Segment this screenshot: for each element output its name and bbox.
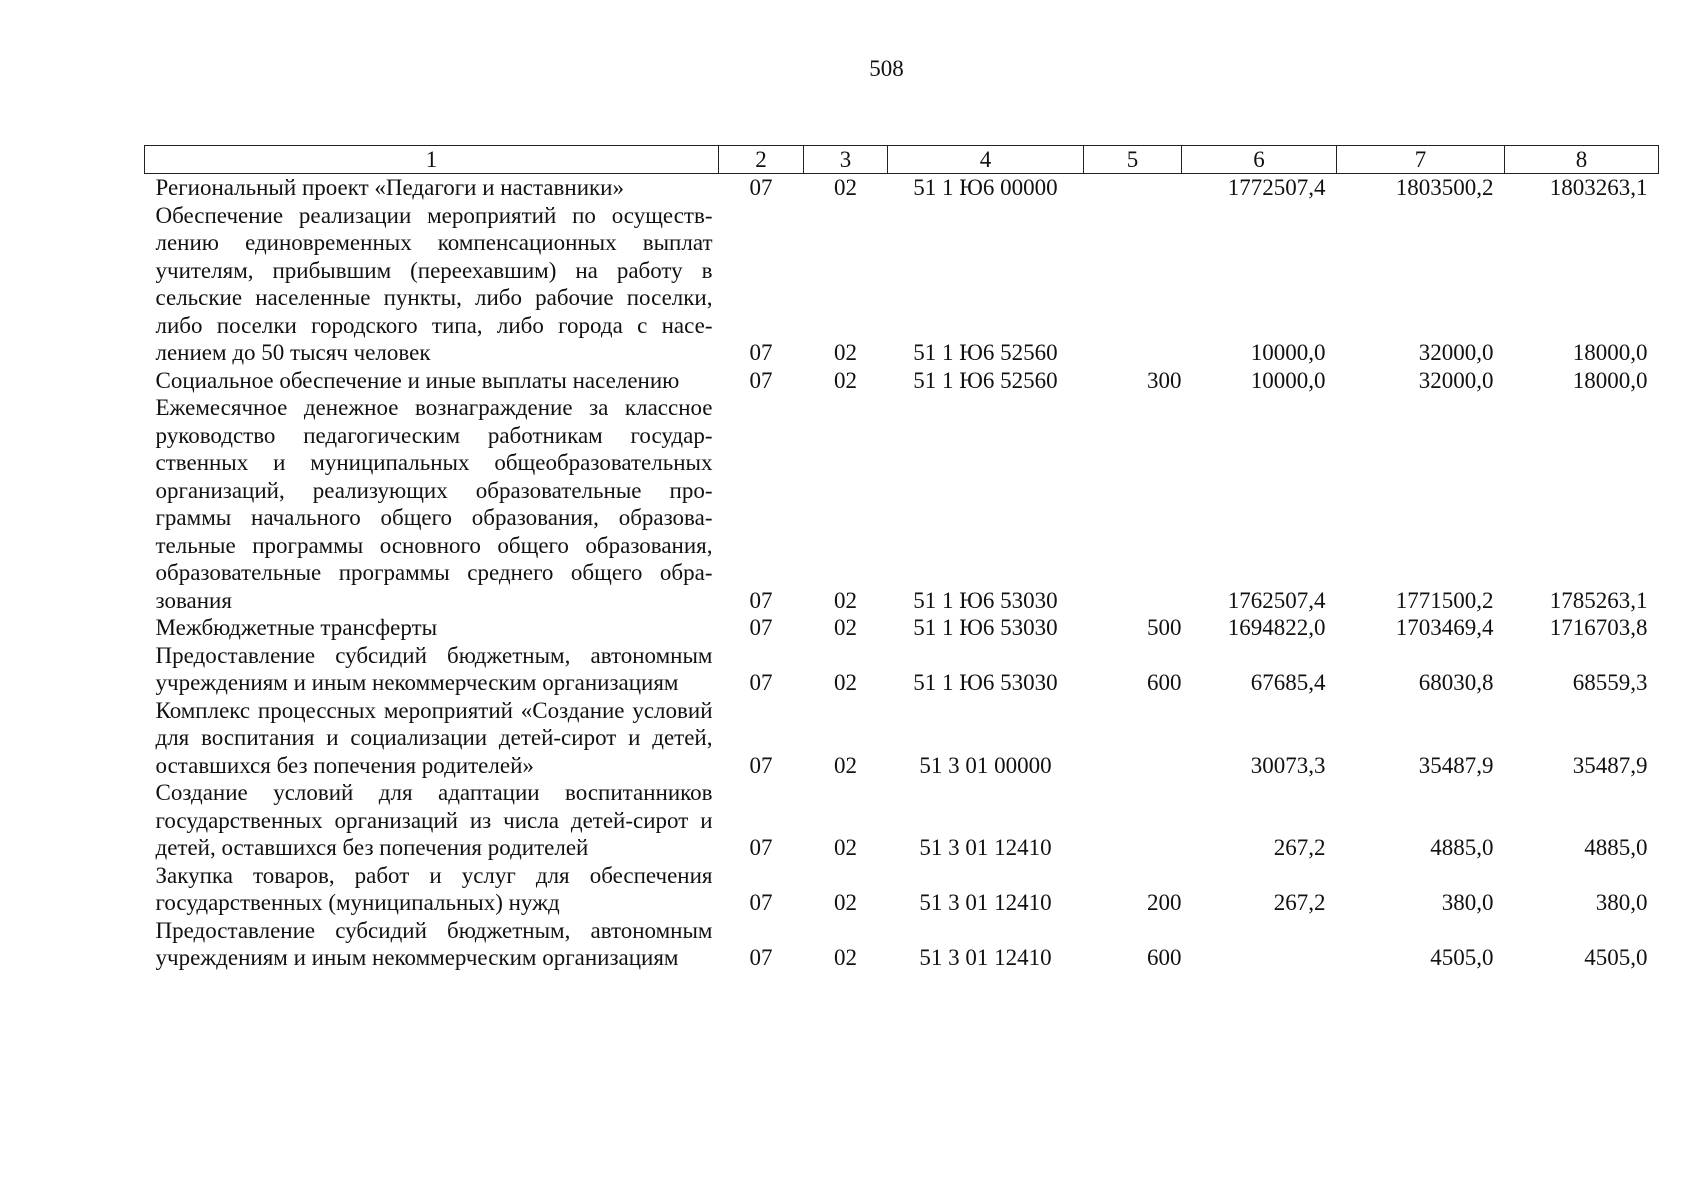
row-value-6: 1772507,4 xyxy=(1227,175,1326,200)
table-row xyxy=(145,862,1659,917)
header-cell-8: 8 xyxy=(1505,146,1659,174)
row-value-6: 1694822,0 xyxy=(1227,615,1326,640)
row-name: Создание условий для адаптации воспитанников государственных организаций из числа детей-сирот и детей, оставшихся без попечения родителей xyxy=(155,780,713,860)
table-row xyxy=(145,642,1659,697)
row-value-8: 35487,9 xyxy=(1572,752,1648,778)
table-row xyxy=(145,202,1659,367)
budget-table xyxy=(144,145,1659,972)
row-value-7: 1703469,4 xyxy=(1395,615,1494,640)
row-target-code: 51 1 Ю6 53030 xyxy=(913,615,1058,640)
header-row xyxy=(145,146,1659,174)
row-subsection: 02 xyxy=(834,175,857,200)
row-value-8: 4885,0 xyxy=(1584,835,1648,860)
row-subsection: 02 xyxy=(834,945,857,970)
row-expense-type: 600 xyxy=(1147,945,1182,970)
row-section: 07 xyxy=(749,615,773,640)
row-target-code: 51 1 Ю6 00000 xyxy=(913,175,1058,200)
row-value-6 xyxy=(1182,917,1337,972)
row-value-7: 380,0 xyxy=(1441,890,1494,915)
row-value-6: 10000,0 xyxy=(1250,340,1326,365)
row-value-6: 1762507,4 xyxy=(1227,587,1326,613)
row-value-6: 267,2 xyxy=(1273,835,1326,860)
row-value-8: 4505,0 xyxy=(1584,945,1648,970)
header-cell-3: 3 xyxy=(804,146,888,174)
row-name: Закупка товаров, работ и услуг для обеспечения государственных (муниципальных) нужд xyxy=(155,862,713,915)
row-target-code: 51 3 01 00000 xyxy=(919,752,1052,778)
row-target-code: 51 3 01 12410 xyxy=(919,835,1052,860)
row-value-8: 1716703,8 xyxy=(1549,615,1648,640)
row-section: 07 xyxy=(749,367,773,393)
row-target-code: 51 1 Ю6 52560 xyxy=(913,340,1058,365)
row-value-8: 1803263,1 xyxy=(1549,175,1648,200)
row-name: Ежемесячное денежное вознаграждение за классное руководство педагогическим работникам государственных и муниципальных общеобразовательных организаций, реализующих образовательные программы начального общего образования, образовательные программы основного общего образования, образовательные программы среднего общего образования xyxy=(155,395,713,613)
row-expense-type: 600 xyxy=(1147,670,1182,695)
row-value-8: 18000,0 xyxy=(1572,367,1648,393)
row-subsection: 02 xyxy=(834,587,857,613)
row-name: Комплекс процессных мероприятий «Создание условий для воспитания и социализации детей-сирот и детей, оставшихся без попечения родителей» xyxy=(155,697,713,778)
row-expense-type xyxy=(1084,779,1182,862)
row-subsection: 02 xyxy=(834,835,857,860)
row-section: 07 xyxy=(749,752,773,778)
row-value-7: 32000,0 xyxy=(1418,367,1494,393)
table-row xyxy=(145,779,1659,862)
header-cell-6: 6 xyxy=(1182,146,1337,174)
row-expense-type: 300 xyxy=(1147,367,1182,393)
row-target-code: 51 1 Ю6 53030 xyxy=(913,670,1058,695)
row-name: Региональный проект «Педагоги и наставники» xyxy=(155,175,624,200)
row-value-8: 380,0 xyxy=(1595,890,1648,915)
row-section: 07 xyxy=(749,587,773,613)
row-expense-type: 200 xyxy=(1147,890,1182,915)
row-subsection: 02 xyxy=(834,752,857,778)
row-subsection: 02 xyxy=(834,367,857,393)
row-value-7: 1803500,2 xyxy=(1395,175,1494,200)
row-subsection: 02 xyxy=(834,615,857,640)
table-row xyxy=(145,614,1659,642)
header-cell-7: 7 xyxy=(1337,146,1505,174)
row-value-6: 67685,4 xyxy=(1250,670,1326,695)
row-value-7: 4885,0 xyxy=(1430,835,1494,860)
table-header xyxy=(145,146,1659,174)
row-subsection: 02 xyxy=(834,340,857,365)
row-target-code: 51 1 Ю6 52560 xyxy=(913,367,1058,393)
row-subsection: 02 xyxy=(834,670,857,695)
row-expense-type xyxy=(1084,202,1182,367)
row-value-6: 30073,3 xyxy=(1250,752,1326,778)
table-row xyxy=(145,394,1659,614)
row-target-code: 51 3 01 12410 xyxy=(919,945,1052,970)
row-value-8: 18000,0 xyxy=(1572,340,1648,365)
row-name: Предоставление субсидий бюджетным, автономным учреждениям и иным некоммерческим организациям xyxy=(155,917,713,970)
row-value-7: 32000,0 xyxy=(1418,340,1494,365)
row-value-6: 10000,0 xyxy=(1250,367,1326,393)
row-name: Обеспечение реализации мероприятий по осуществлению единовременных компенсационных выплат учителям, прибывшим (переехавшим) на работу в сельские населенные пункты, либо рабочие поселки, либо поселки городского типа, либо города с населением до 50 тысяч человек xyxy=(155,202,713,365)
row-value-7: 68030,8 xyxy=(1418,670,1494,695)
table-row xyxy=(145,367,1659,395)
row-name: Социальное обеспечение и иные выплаты населению xyxy=(155,367,680,393)
row-section: 07 xyxy=(749,340,773,365)
row-section: 07 xyxy=(749,835,773,860)
row-value-7: 1771500,2 xyxy=(1395,587,1494,613)
row-name: Предоставление субсидий бюджетным, автономным учреждениям и иным некоммерческим организациям xyxy=(155,642,713,695)
row-subsection: 02 xyxy=(834,890,857,915)
table-row xyxy=(145,917,1659,972)
row-expense-type xyxy=(1084,697,1182,780)
row-section: 07 xyxy=(749,175,773,200)
header-cell-5: 5 xyxy=(1084,146,1182,174)
row-target-code: 51 3 01 12410 xyxy=(919,890,1052,915)
row-expense-type xyxy=(1084,174,1182,202)
page-number: 508 xyxy=(869,56,904,81)
row-section: 07 xyxy=(749,945,773,970)
row-value-8: 68559,3 xyxy=(1572,670,1648,695)
table-row xyxy=(145,174,1659,202)
row-value-6: 267,2 xyxy=(1273,890,1326,915)
row-value-8: 1785263,1 xyxy=(1549,587,1648,613)
header-cell-4: 4 xyxy=(888,146,1084,174)
row-expense-type: 500 xyxy=(1147,615,1182,640)
row-name: Межбюджетные трансферты xyxy=(155,615,438,640)
row-target-code: 51 1 Ю6 53030 xyxy=(913,587,1058,613)
table-body xyxy=(145,174,1659,972)
row-section: 07 xyxy=(749,890,773,915)
row-value-7: 4505,0 xyxy=(1430,945,1494,970)
table-row xyxy=(145,697,1659,780)
header-cell-2: 2 xyxy=(719,146,804,174)
row-expense-type xyxy=(1084,394,1182,614)
row-value-7: 35487,9 xyxy=(1418,752,1494,778)
row-section: 07 xyxy=(749,670,773,695)
header-cell-1: 1 xyxy=(145,146,719,174)
